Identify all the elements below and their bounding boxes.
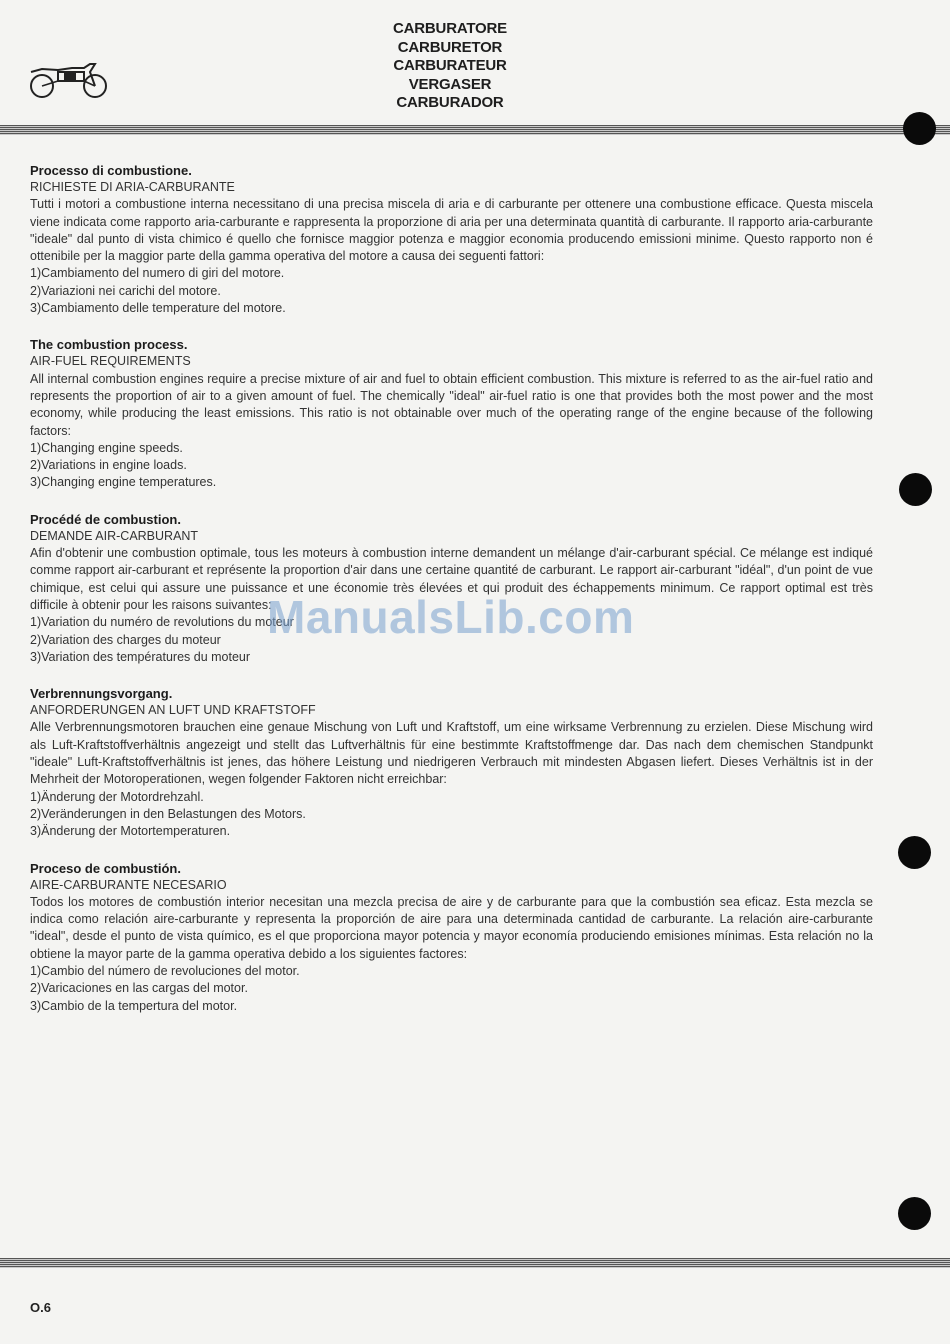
header-title-fr: CARBURATEUR [393,57,507,74]
section-en [30,336,873,491]
section-title: Verbrennungsvorgang. [30,686,173,702]
section-title: Procédé de combustion. [30,511,181,527]
list-item: 1)Cambio del número de revoluciones del motor. [30,963,300,978]
header-title-de: VERGASER [408,75,492,93]
section-de [30,685,873,840]
section-subtitle: ANFORDERUNGEN AN LUFT UND KRAFTSTOFF [30,703,316,718]
footer-rule [0,1258,950,1268]
section-title: Proceso de combustión. [30,860,181,876]
punch-hole-3 [898,836,931,869]
punch-hole-1 [903,112,936,145]
list-item: 1)Changing engine speeds. [30,440,183,455]
list-item: 2)Variazioni nei carichi del motore. [30,283,221,298]
section-paragraph: Afin d'obtenir une combustion optimale, tous les moteurs à combustion interne demandent un mélange d'air-carburant spécial. Ce mélange est indiqué comme rapport air-carburant et représente la proportion d'air dans une certaine quantité de carburant. Le rapport air-carburant "idéal", d'un point de vue chimique, est celui qui assure une puissance et une économie très élevées et qui produit des échappements minimum. Ce rapport optimal est très difficile à obtenir pour les raisons suivantes: [30,546,873,612]
section-paragraph: All internal combustion engines require a precise mixture of air and fuel to obtain efficient combustion. This mixture is referred to as the air-fuel ratio and represents the proportion of air to a given amount of fuel. The chemically "ideal" air-fuel ratio is one that provides both the most power and the most economy, while producing the least emissions. This ratio is not obtainable over much of the operating range of the engine because of the following factors: [30,371,873,438]
list-item: 1)Variation du numéro de revolutions du moteur [30,615,294,630]
section-paragraph: Todos los motores de combustión interior necesitan una mezcla precisa de aire y de carburante para que la combustión sea eficaz. Esta mezcla se indica como relación aire-carburante y representa la proporción de aire para una determinada cantidad de carburante. La relación aire-carburante "ideal", desde el punto de vista químico, es el que proporciona mayor potencia y mayor economía produciendo emisiones mínimas. Esta relación no la obtiene la mayor parte de la gamma operativa debido a los siguientes factores: [30,894,873,961]
section-title: Processo di combustione. [30,163,192,178]
section-es [30,860,873,1015]
section-subtitle: DEMANDE AIR-CARBURANT [30,528,199,543]
motorcycle-icon [28,58,110,102]
list-item: 3)Cambio de la tempertura del motor. [30,998,238,1013]
list-item: 1)Cambiamento del numero di giri del motore. [30,266,285,281]
punch-hole-4 [898,1197,931,1230]
header-rule [0,125,950,135]
header-title-en: CARBURETOR [397,38,503,56]
header-title-es: CARBURADOR [396,94,504,111]
list-item: 3)Changing engine temperatures. [30,475,217,490]
list-item: 2)Varicaciones en las cargas del motor. [30,981,248,996]
section-paragraph: Alle Verbrennungsmotoren brauchen eine genaue Mischung von Luft und Kraftstoff, um eine wirksame Verbrennung zu erzielen. Diese Mischung wird als Luft-Kraftstoffverhältnis angezeigt und stellt das Luftverhältnis für eine bestimmte Kraftstoffmenge dar. Das nach dem chemischen Standpunkt "ideale" Luft-Kraftstoffverhältnis ist jenes, das höhere Leistung und niedrigeren Verbrauch mit mindesten Abgasen liefert. Dieses Verhältnis ist in der Mehrheit der Motoroperationen, wegen folgender Faktoren nicht erreichbar: [30,720,873,787]
section-it [30,162,873,317]
punch-hole-2 [899,473,932,506]
section-paragraph: Tutti i motori a combustione interna necessitano di una precisa miscela di aria e di carburante per ottenere una combustione efficace. Questa miscela viene indicata come rapporto aria-carburante e rappresenta la proporzione di aria per una determinata quantità di carburante. Il rapporto aria-carburante "ideale" dal punto di vista chimico é quello che fornisce maggior potenza e maggior economia producendo emissioni minime. Questo rapporto non é ottenibile per la maggior parte della gamma operativa del motore a causa dei seguenti fattori: [30,197,873,264]
list-item: 3)Änderung der Motortemperaturen. [30,824,231,839]
list-item: 3)Cambiamento delle temperature del motore. [30,301,286,316]
section-subtitle: AIR-FUEL REQUIREMENTS [30,354,191,369]
section-subtitle: AIRE-CARBURANTE NECESARIO [30,877,227,892]
list-item: 2)Veränderungen in den Belastungen des Motors. [30,806,306,821]
header-title-it: CARBURATORE [393,20,507,37]
section-subtitle: RICHIESTE DI ARIA-CARBURANTE [30,180,235,194]
list-item: 2)Variation des charges du moteur [30,632,221,647]
header-titles [300,20,600,113]
list-item: 1)Änderung der Motordrehzahl. [30,789,204,804]
list-item: 2)Variations in engine loads. [30,458,187,473]
list-item: 3)Variation des températures du moteur [30,649,251,664]
watermark: ManualsLib.com [267,591,635,643]
section-title: The combustion process. [30,337,188,353]
page-number: O.6 [30,1300,51,1315]
